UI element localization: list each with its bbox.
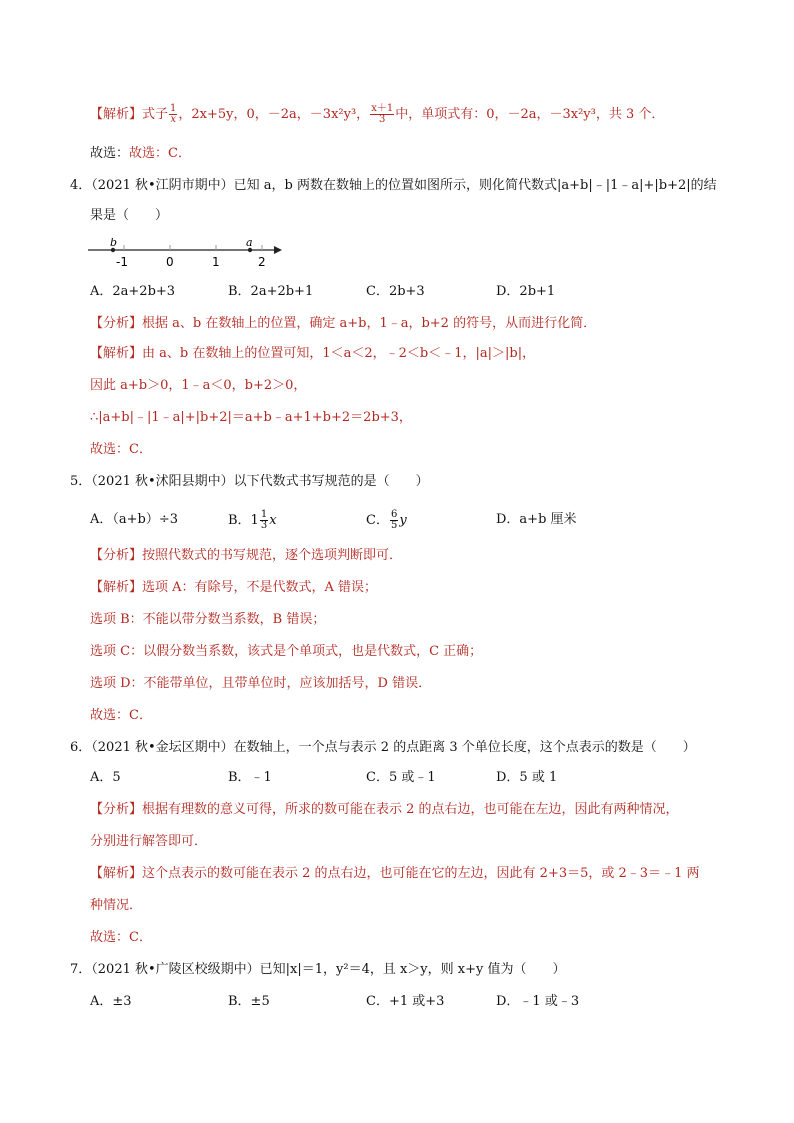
q6-option-c[interactable]: C．5 或﹣1 bbox=[366, 770, 436, 785]
q5-choice: 故选：C． bbox=[90, 708, 152, 723]
q5-solution-4: 选项 D：不能带单位，且带单位时，应该加括号，D 错误． bbox=[90, 676, 432, 691]
q5-option-a[interactable]: A．（a+b）÷3 bbox=[90, 512, 179, 527]
q5-option-c[interactable]: C． $\frac{6}{5}$ y bbox=[366, 509, 407, 531]
q4-option-a[interactable]: A．2a+2b+3 bbox=[90, 284, 176, 299]
number-line-figure bbox=[88, 238, 288, 274]
tick-label-0: 0 bbox=[166, 255, 174, 269]
q6-solution-2: 种情况． bbox=[90, 898, 143, 913]
q7-stem: 7．（2021 秋•广陵区校级期中）已知|x|＝1，y²＝4，且 x＞y，则 x+y 值为（ ） bbox=[70, 962, 566, 977]
q4-solution-3: ∴|a+b|﹣|1﹣a|+|b+2|＝a+b﹣a+1+b+2＝2b+3， bbox=[90, 410, 412, 425]
q6-choice: 故选：C． bbox=[90, 930, 152, 945]
q5-solution-3: 选项 C：以假分数当系数，该式是个单项式，也是代数式，C 正确； bbox=[90, 644, 483, 659]
q6-analysis-2: 分别进行解答即可． bbox=[90, 834, 208, 849]
q5-stem: 5．（2021 秋•沭阳县期中）以下代数式书写规范的是（ ） bbox=[70, 474, 429, 489]
q5-option-d[interactable]: D．a+b 厘米 bbox=[496, 512, 577, 527]
q3-choice: 故选：故选：C． bbox=[90, 146, 191, 161]
label-a: a bbox=[246, 238, 253, 249]
analysis-mid: ，2x+5y，0，－2a，－3x²y³， bbox=[178, 107, 370, 122]
q6-analysis-1: 【分析】根据有理数的意义可得，所求的数可能在表示 2 的点右边，也可能在左边，因此有两种情况， bbox=[90, 802, 679, 817]
tick-label-minus-1: -1 bbox=[116, 255, 128, 269]
choice-text: 故选：C． bbox=[129, 146, 191, 161]
q7-option-c[interactable]: C．+1 或+3 bbox=[366, 994, 445, 1009]
analysis-tail: 中，单项式有：0，－2a，－3x²y³，共 3 个． bbox=[395, 107, 665, 122]
fraction-1-over-x: $\frac{1}{x}$ bbox=[170, 103, 177, 125]
q3-analysis-line bbox=[90, 104, 664, 124]
q5-solution-1: 【解析】选项 A：有除号，不是代数式，A 错误； bbox=[90, 580, 378, 595]
q4-analysis: 【分析】根据 a、b 在数轴上的位置，确定 a+b，1﹣a，b+2 的符号，从而进行化简． bbox=[90, 316, 597, 331]
q4-stem-line1: 4．（2021 秋•江阴市期中）已知 a，b 两数在数轴上的位置如图所示，则化简代数式|a+b|﹣|1﹣a|+|b+2|的结 bbox=[70, 178, 717, 193]
analysis-label: 【解析】 bbox=[90, 107, 143, 122]
q6-option-a[interactable]: A．5 bbox=[90, 770, 121, 785]
q4-solution-1: 【解析】由 a、b 在数轴上的位置可知，1＜a＜2，﹣2＜b＜﹣1，|a|＞|b|， bbox=[90, 346, 536, 361]
q5-solution-2: 选项 B：不能以带分数当系数，B 错误； bbox=[90, 612, 326, 627]
tick-label-2: 2 bbox=[258, 255, 266, 269]
q5-analysis: 【分析】按照代数式的书写规范，逐个选项判断即可． bbox=[90, 548, 403, 563]
q7-option-a[interactable]: A．±3 bbox=[90, 994, 132, 1009]
q4-choice: 故选：C． bbox=[90, 442, 152, 457]
label-b: b bbox=[110, 238, 118, 249]
q4-option-d[interactable]: D．2b+1 bbox=[496, 284, 556, 299]
q6-option-b[interactable]: B．﹣1 bbox=[228, 770, 272, 785]
q6-option-d[interactable]: D．5 或 1 bbox=[496, 770, 558, 785]
q4-solution-2: 因此 a+b＞0，1﹣a＜0，b+2＞0， bbox=[90, 378, 307, 393]
analysis-text: 式子 bbox=[142, 107, 169, 122]
q4-option-c[interactable]: C．2b+3 bbox=[366, 284, 425, 299]
tick-label-1: 1 bbox=[212, 255, 220, 269]
q6-solution-1: 【解析】这个点表示的数可能在表示 2 的点右边，也可能在它的左边，因此有 2+3＝5，或 2﹣3＝﹣1 两 bbox=[90, 866, 700, 881]
fraction-x-plus-1-over-3: $\frac{x+1}{3}$ bbox=[371, 103, 394, 125]
q7-option-b[interactable]: B．±5 bbox=[228, 994, 270, 1009]
q5-option-b[interactable]: B．1 $\frac{1}{3}$ x bbox=[228, 509, 277, 531]
q6-stem: 6．（2021 秋•金坛区期中）在数轴上，一个点与表示 2 的点距离 3 个单位长度，这个点表示的数是（ ） bbox=[70, 740, 696, 755]
q4-stem-line2: 果是（ ） bbox=[90, 208, 169, 223]
q7-option-d[interactable]: D．﹣1 或﹣3 bbox=[496, 994, 580, 1009]
number-line-arrow bbox=[274, 246, 282, 254]
q4-option-b[interactable]: B．2a+2b+1 bbox=[228, 284, 314, 299]
